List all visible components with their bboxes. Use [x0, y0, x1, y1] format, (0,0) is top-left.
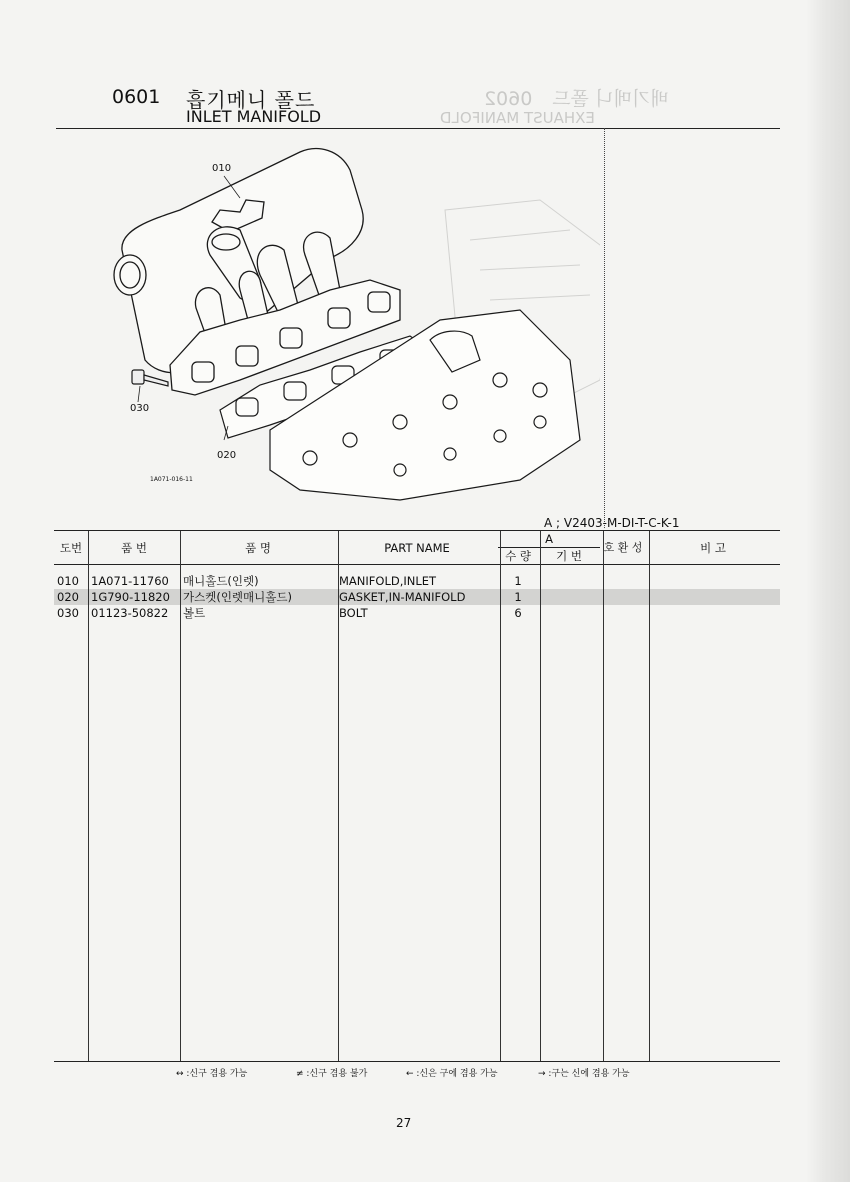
- model-line: A ; V2403-M-DI-T-C-K-1: [544, 516, 680, 530]
- table-bottom-rule: [54, 1061, 780, 1062]
- bolt-part: [132, 370, 168, 386]
- row-name-ko: 매니홀드(인렛): [183, 574, 259, 588]
- header-compat: 호 환 성: [600, 531, 646, 565]
- column-rule: [649, 531, 650, 1062]
- row-ref: 020: [54, 589, 88, 605]
- row-part-no: 1G790-11820: [88, 589, 180, 605]
- header-group-a: A: [498, 531, 600, 548]
- table-header-row-1: [54, 531, 780, 548]
- row-ref: 030: [57, 606, 79, 620]
- legend-item: → :구는 신에 겸용 가능: [538, 1069, 630, 1079]
- ghost-header: [484, 84, 669, 111]
- row-qty: 6: [514, 606, 522, 620]
- column-rule: [180, 531, 181, 1062]
- header-part-no: 품 번: [88, 531, 180, 565]
- row-qty: 1: [514, 574, 522, 588]
- ghost-header-en: EXHAUST MANIFOLD: [440, 109, 595, 127]
- parts-table: [54, 530, 780, 621]
- row-ref: 010: [57, 574, 79, 588]
- table-row: [54, 605, 780, 621]
- legend-item: ← :신은 구에 겸용 가능: [406, 1069, 498, 1079]
- section-title-en: INLET MANIFOLD: [186, 107, 322, 126]
- title-rule: [56, 128, 780, 129]
- column-rule: [603, 531, 604, 1062]
- column-rule: [88, 531, 89, 1062]
- section-code: 0601: [112, 86, 161, 108]
- header-remarks: 비 고: [646, 531, 780, 565]
- callout-010: 010: [212, 163, 232, 174]
- header-part-name-ko: 품 명: [180, 531, 336, 565]
- row-name-ko: 가스켓(인렛매니홀드): [180, 589, 336, 605]
- table-row: [54, 589, 780, 605]
- dotted-divider: [604, 128, 605, 528]
- callout-030: 030: [130, 403, 150, 414]
- row-qty: 1: [498, 589, 538, 605]
- row-part-no: 01123-50822: [91, 606, 169, 620]
- row-name-en: BOLT: [339, 606, 368, 620]
- exploded-diagram: [100, 140, 600, 520]
- row-name-ko: 볼트: [183, 606, 206, 620]
- header-ref-no: 도번: [54, 531, 88, 565]
- legend-item: ↔ :신구 겸용 가능: [176, 1069, 248, 1079]
- figure-code: 1A071-016-11: [150, 476, 193, 483]
- table-row: [54, 573, 780, 589]
- row-name-en: GASKET,IN-MANIFOLD: [336, 589, 498, 605]
- column-rule: [338, 531, 339, 1062]
- page-edge-shadow: [806, 0, 850, 1182]
- ghost-header-code: 0602: [484, 88, 533, 110]
- header-qty: 수 량: [498, 548, 538, 565]
- section-title-ko: 흡기메니 폴드: [186, 88, 316, 112]
- row-name-en: MANIFOLD,INLET: [339, 574, 437, 588]
- row-part-no: 1A071-11760: [91, 574, 169, 588]
- column-rule: [540, 531, 541, 1062]
- header-part-name-en: PART NAME: [336, 531, 498, 565]
- header-model: 기 번: [538, 548, 600, 565]
- callout-020: 020: [217, 450, 237, 461]
- legend-item: ≠ :신구 겸용 불가: [296, 1069, 368, 1079]
- page-number: 27: [396, 1116, 412, 1130]
- ghost-header-title-ko: 배기메니 폴드: [552, 88, 669, 110]
- column-rule: [500, 531, 501, 1062]
